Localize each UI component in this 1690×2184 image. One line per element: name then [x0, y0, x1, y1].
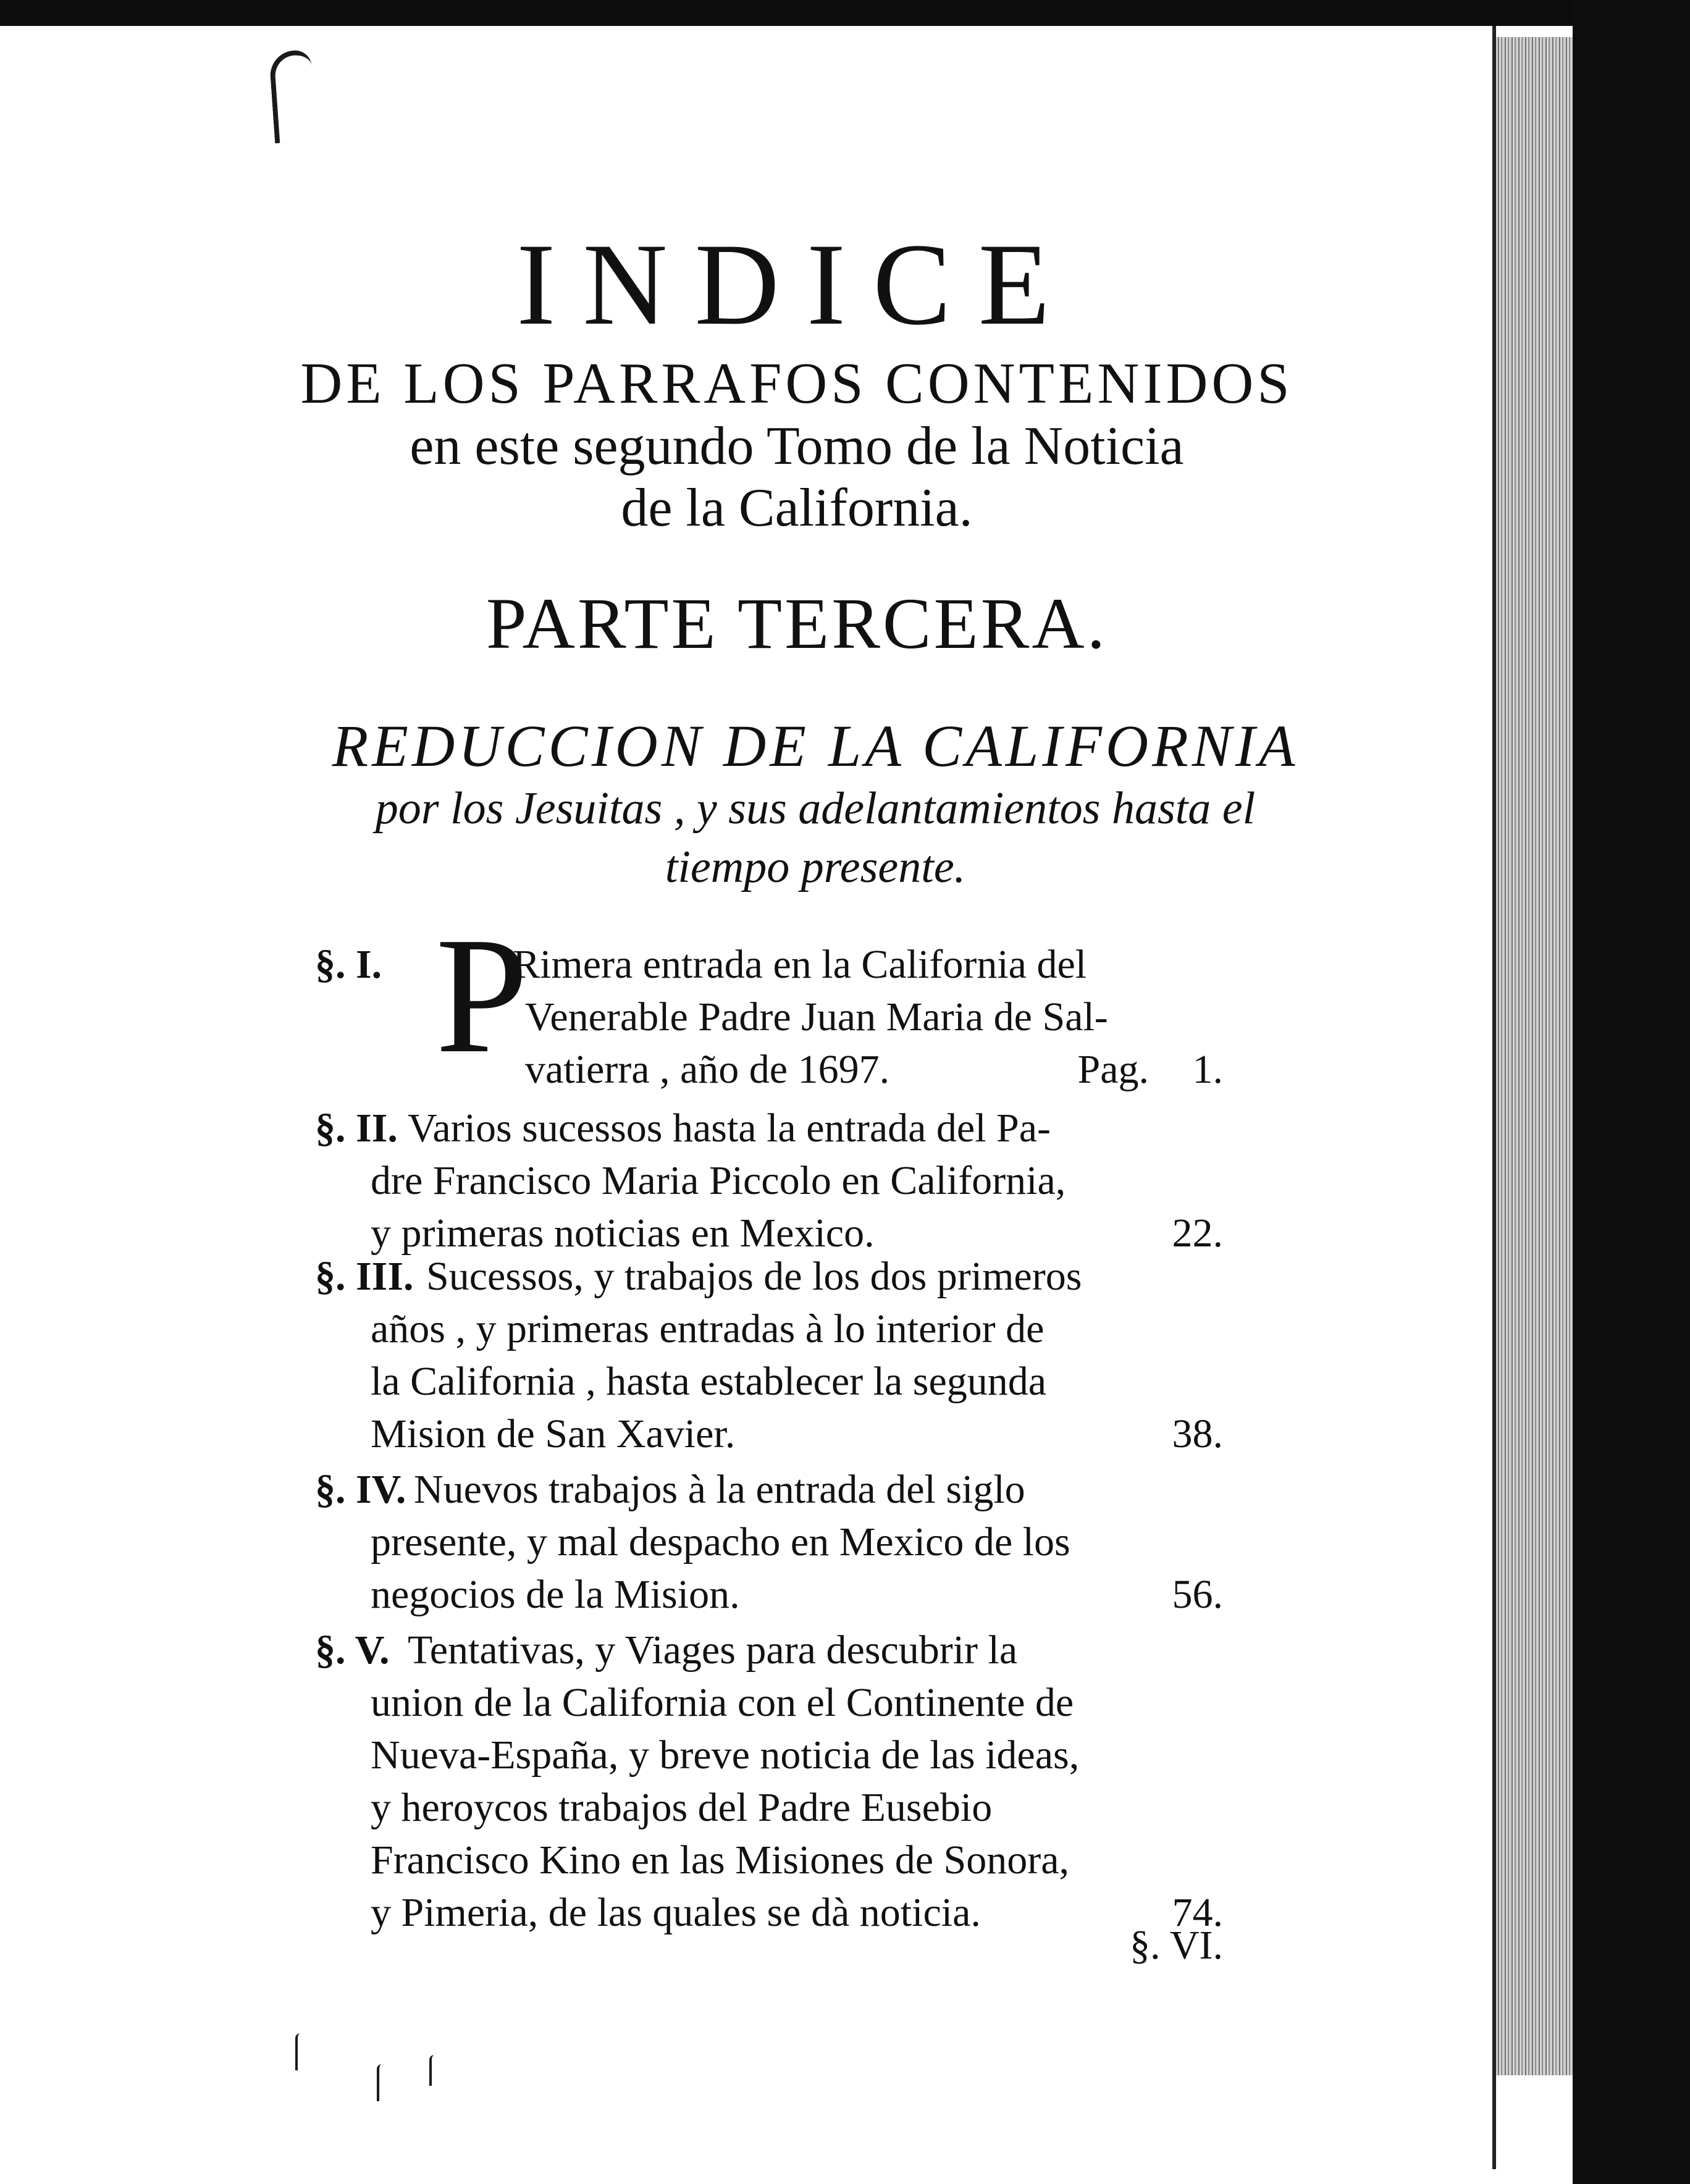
entry-number: §. III. [315, 1254, 414, 1299]
entry-text-line: años , y primeras entradas à lo interior de [371, 1306, 1045, 1351]
index-entry [315, 1252, 1223, 1462]
entry-text-line: Sucessos, y trabajos de los dos primeros [426, 1254, 1082, 1299]
index-entry [315, 1465, 1223, 1626]
part-subheading: por los Jesuitas , y sus adelantamientos hasta el [375, 783, 1256, 834]
part-subheading: tiempo presente. [665, 842, 966, 892]
entry-text-line: Varios sucessos hasta la entrada del Pa- [408, 1106, 1051, 1151]
entry-text-line: Nuevos trabajos à la entrada del siglo [414, 1467, 1025, 1512]
part-heading: PARTE TERCERA. [486, 583, 1108, 664]
subtitle-line: en este segundo Tomo de la Noticia [410, 416, 1184, 476]
entry-text-line: Mision de San Xavier. [371, 1411, 736, 1456]
entry-text-line: vatierra , año de 1697. [525, 1047, 890, 1092]
drop-cap: P [435, 903, 529, 1088]
entry-text-line: negocios de la Mision. [371, 1572, 740, 1617]
entry-text-line: Venerable Padre Juan Maria de Sal- [525, 994, 1108, 1040]
ink-mark [295, 2033, 300, 2070]
book-page-edges [1492, 37, 1573, 2075]
scan-edge-right [1573, 0, 1690, 2184]
ink-mark [429, 2055, 434, 2086]
entry-number: §. II. [315, 1106, 398, 1151]
entry-text-line: y primeras noticias en Mexico. [371, 1211, 875, 1256]
entry-number: §. I. [315, 942, 382, 987]
entry-number: §. V. [315, 1628, 390, 1673]
part-subheading: REDUCCION DE LA CALIFORNIA [332, 713, 1299, 779]
entry-text-line: dre Francisco Maria Piccolo en California, [371, 1158, 1066, 1203]
page-number: 1. [1192, 1047, 1223, 1092]
entry-text-line: Francisco Kino en las Misiones de Sonora, [371, 1838, 1069, 1883]
page-label: Pag. [1077, 1047, 1149, 1092]
index-entry [315, 1104, 1223, 1264]
entry-text-line: presente, y mal despacho en Mexico de los [371, 1519, 1070, 1564]
page-number: 56. [1172, 1572, 1223, 1617]
page-number: 22. [1172, 1211, 1223, 1256]
entry-number: §. IV. [315, 1467, 406, 1512]
entry-text-line: union de la California con el Continente de [371, 1680, 1074, 1725]
index-entry [315, 903, 1223, 1101]
entry-text-line: Tentativas, y Viages para descubrir la [408, 1628, 1018, 1673]
subtitle-line: DE LOS PARRAFOS CONTENIDOS [300, 351, 1293, 416]
scan-edge-top [0, 0, 1690, 26]
entry-text-line: Rimera entrada en la California del [513, 942, 1087, 987]
entry-text-line: y Pimeria, de las quales se dà noticia. [371, 1890, 981, 1935]
entry-text-line: la California , hasta establecer la segunda [371, 1359, 1047, 1404]
page-number: 74. [1172, 1890, 1223, 1935]
catchword: §. VI. [1130, 1923, 1223, 1968]
page-number: 38. [1172, 1411, 1223, 1456]
index-entry [315, 1626, 1223, 1947]
ink-mark [377, 2064, 382, 2101]
entry-text-line: Nueva-España, y breve noticia de las ideas, [371, 1732, 1080, 1778]
handwritten-mark [269, 49, 317, 143]
entry-text-line: y heroycos trabajos del Padre Eusebio [371, 1785, 993, 1830]
page-title: INDICE [516, 220, 1077, 350]
book-page [0, 26, 1496, 2169]
subtitle-line: de la California. [621, 478, 973, 538]
